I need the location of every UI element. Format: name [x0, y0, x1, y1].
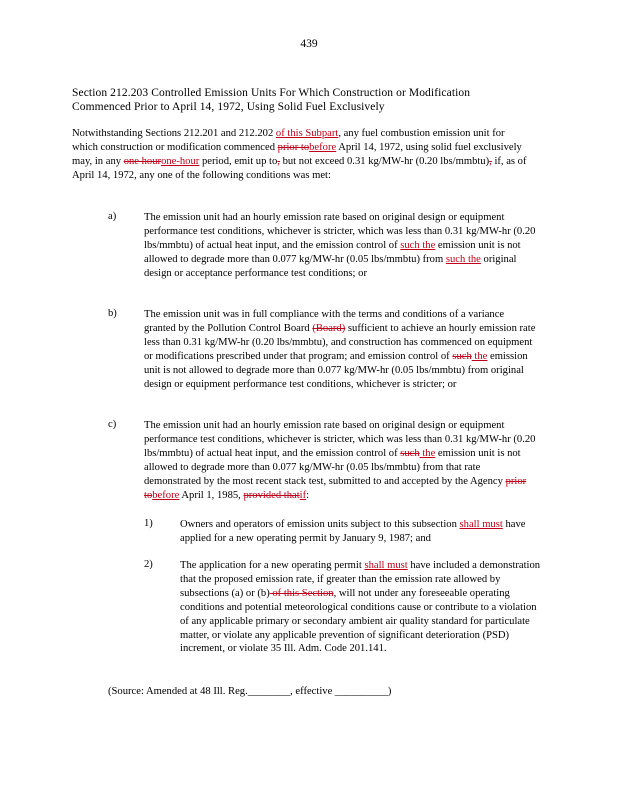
intro-text: April 14, 1972, using solid fuel exclusively may, in any	[72, 141, 522, 167]
item-b-label: b)	[108, 308, 117, 319]
item-text: :	[306, 489, 310, 501]
section-heading	[72, 87, 552, 114]
inserted-text: before	[152, 489, 180, 501]
item-text: have included a demonstration that the proposed emission rate, if greater than the emission rate allowed by subsections (a) or (b)	[180, 560, 541, 599]
inserted-text: before	[309, 141, 337, 153]
intro-paragraph	[72, 127, 532, 183]
item-c-label: c)	[108, 419, 117, 430]
item-a-label: a)	[108, 211, 117, 222]
deleted-text: such	[400, 447, 420, 459]
item-text: Owners and operators of emission units subject to this subsection	[180, 519, 460, 530]
deleted-text: provided that	[243, 489, 300, 501]
inserted-text: the	[471, 350, 488, 362]
intro-text: if, as of April 14, 1972, any one of the following conditions was met:	[72, 155, 527, 181]
item-text: original design or acceptance performance test conditions; or	[144, 253, 517, 279]
deleted-text: prior to	[144, 475, 527, 501]
inserted-text: shall must	[364, 560, 408, 571]
deleted-text: of this Section	[269, 587, 334, 599]
inserted-text: shall must	[459, 519, 503, 530]
deleted-text: ,	[489, 155, 492, 167]
deleted-text: (Board)	[312, 322, 346, 334]
deleted-text: one hour	[123, 155, 162, 167]
deleted-text: such	[452, 350, 472, 362]
inserted-text: if	[299, 489, 307, 501]
item-c-text	[144, 419, 538, 502]
item-text: The emission unit was in full compliance with the terms and conditions of a variance granted by the Pollution Control Board	[144, 309, 505, 334]
item-text: The emission unit had an hourly emission rate based on original design or equipment performance test conditions, whichever is stricter, which was less than 0.31 kg/MW-hr (0.20 lbs/mmbtu) of actual heat input, and the emission control of	[144, 420, 536, 459]
item-text: The emission unit had an hourly emission rate based on original design or equipment performance test conditions, whichever is stricter, which was less than 0.31 kg/MW-hr (0.20 lbs/mmbtu) of actual heat input, and the emission control of	[144, 212, 536, 251]
deleted-text: prior to	[277, 141, 310, 153]
item-text: have applied for a new operating permit by January 9, 1987; and	[180, 519, 526, 544]
inserted-text: such the	[445, 253, 481, 265]
item-c2-text	[180, 559, 542, 656]
item-text: emission unit is not allowed to degrade more than 0.077 kg/MW-hr (0.05 lbs/mmbtu) from	[144, 239, 521, 265]
intro-text: , any fuel combustion emission unit for which construction or modification commenced	[72, 128, 505, 153]
inserted-text: of this Subpart	[275, 128, 339, 139]
inserted-text: the	[419, 447, 436, 459]
item-b-text	[144, 308, 538, 391]
item-c2-label: 2)	[144, 559, 153, 570]
intro-text: but not exceed 0.31 kg/MW-hr (0.20 lbs/mmbtu)	[279, 155, 490, 167]
item-text: April 1, 1985,	[179, 489, 244, 501]
intro-text: period, emit up to	[199, 155, 278, 167]
item-text: The application for a new operating permit	[180, 560, 365, 571]
item-text: emission unit is not allowed to degrade more than 0.077 kg/MW-hr (0.05 lbs/mmbtu) from that rate demonstrated by the most recent stack test, submitted to and accepted by the Agency	[144, 447, 521, 487]
item-text: sufficient to achieve an hourly emission rate less than 0.31 kg/MW-hr (0.20 lbs/mmbtu), and construction has commenced on equipment or modifications prescribed under that program; and emission control of	[144, 322, 536, 362]
inserted-text: such the	[400, 239, 436, 251]
section-heading-line-1: Section 212.203 Controlled Emission Units For Which Construction or Modification	[72, 87, 471, 99]
deleted-text: ,	[277, 155, 280, 167]
section-heading-line-2: Commenced Prior to April 14, 1972, Using Solid Fuel Exclusively	[72, 100, 385, 113]
intro-text: Notwithstanding Sections 212.201 and 212.202	[72, 128, 276, 139]
page-number: 439	[300, 38, 318, 50]
source-note: (Source: Amended at 48 Ill. Reg.________, effective __________)	[108, 686, 392, 697]
item-c1-label: 1)	[144, 518, 153, 529]
item-text: , will not under any foreseeable operating conditions and potential meteorological conditions cause or contribute to a violation of any applicable primary or secondary ambient air quality standard for particulate matter, or violate any applicable prevention of significant deterioration (PSD) increment, or violate 35 Ill. Adm. Code 201.141.	[180, 587, 537, 655]
inserted-text: one-hour	[161, 155, 200, 167]
item-text: emission unit is not allowed to degrade more than 0.077 kg/MW-hr (0.05 lbs/mmbtu) from original design or equipment performance test conditions, whichever is stricter; or	[144, 350, 528, 390]
item-a-text	[144, 211, 538, 281]
item-c1-text	[180, 518, 530, 546]
